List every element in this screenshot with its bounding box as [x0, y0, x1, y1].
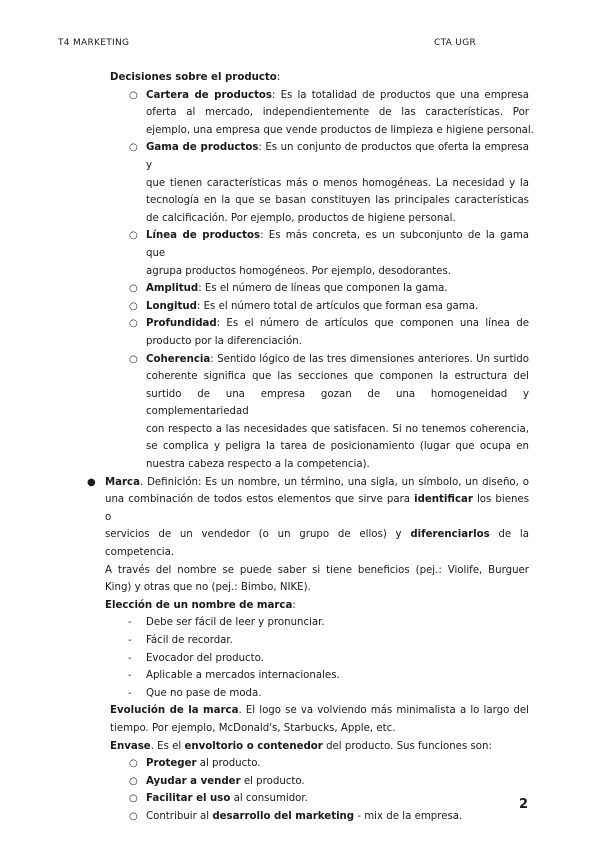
- list-item-coherencia: ○ Coherencia: Sentido lógico de las tres dimensiones anteriores. Un surtido coherente significa que las secciones que componen la estructura del surtido de una empresa gozan de una homogeneidad y complementariedad con respecto a las necesidades que satisfacen. Si no tenemos coherencia, se complica y peligra la tarea de posicionamiento (lugar que ocupa en nuestra cabeza respecto a la competencia).: [0, 351, 600, 474]
- circle-bullet-icon: ○: [129, 300, 138, 312]
- term-coherencia: Coherencia: [146, 353, 211, 365]
- term-envase: Envase: [110, 740, 151, 752]
- paragraph-evolucion: Evolución de la marca. El logo se va volviendo más minimalista a lo largo del tiempo. Por ejemplo, McDonald's, Starbucks, Apple, etc.: [110, 705, 530, 734]
- circle-bullet-icon: ○: [129, 353, 138, 365]
- term-marca: Marca: [105, 476, 140, 488]
- circle-bullet-icon: ○: [129, 810, 138, 822]
- paragraph-envase: Envase. Es el envoltorio o contenedor del producto. Sus funciones son:: [110, 740, 492, 752]
- list-item-gama: ○ Gama de productos: Es un conjunto de productos que oferta la empresa y que tienen características más o menos homogéneas. La necesidad y la tecnología en la que se basan constituyen las principales características de calcificación. Por ejemplo, productos de higiene personal.: [0, 139, 600, 227]
- circle-bullet-icon: ○: [129, 89, 138, 101]
- circle-bullet-icon: ○: [129, 793, 138, 805]
- list-item-linea: ○ Línea de productos: Es más concreta, es un subconjunto de la gama que agrupa productos homogéneos. Por ejemplo, desodorantes.: [0, 227, 600, 280]
- term-gama: Gama de productos: [146, 142, 259, 154]
- header-course: T4 MARKETING: [58, 38, 130, 48]
- header-institution: CTA UGR: [434, 38, 477, 48]
- list-item-cartera: ○ Cartera de productos: Es la totalidad de productos que una empresa oferta al mercado, independientemente de las características. Por ejemplo, una empresa que vende productos de limpieza e higiene personal.: [0, 87, 600, 140]
- circle-bullet-icon: ○: [129, 318, 138, 330]
- circle-bullet-icon: ○: [129, 283, 138, 295]
- list-item-envase: ○ Proteger al producto.: [0, 755, 600, 773]
- term-longitud: Longitud: [146, 300, 197, 312]
- list-item-envase: ○ Ayudar a vender el producto.: [0, 773, 600, 791]
- circle-bullet-icon: ○: [129, 142, 138, 154]
- list-item-eleccion: - Fácil de recordar.: [0, 632, 600, 650]
- list-item-eleccion: - Que no pase de moda.: [0, 685, 600, 703]
- dash-bullet-icon: -: [128, 652, 132, 664]
- section-title-eleccion: Elección de un nombre de marca:: [105, 599, 296, 611]
- list-item-eleccion: - Aplicable a mercados internacionales.: [0, 667, 600, 685]
- dash-bullet-icon: -: [128, 617, 132, 629]
- dash-bullet-icon: -: [128, 635, 132, 646]
- list-item-eleccion: - Debe ser fácil de leer y pronunciar.: [0, 614, 600, 632]
- list-item-envase: ○ Facilitar el uso al consumidor.: [0, 790, 600, 808]
- page-content: [0, 69, 600, 826]
- dash-bullet-icon: -: [128, 670, 132, 682]
- term-cartera: Cartera de productos: [146, 89, 272, 101]
- list-item-eleccion: - Evocador del producto.: [0, 650, 600, 668]
- circle-bullet-icon: ○: [129, 230, 138, 242]
- term-profundidad: Profundidad: [146, 318, 217, 330]
- circle-bullet-icon: ○: [129, 775, 138, 787]
- list-item-amplitud: ○ Amplitud: Es el número de líneas que componen la gama.: [0, 280, 600, 298]
- term-evolucion: Evolución de la marca: [110, 705, 239, 717]
- section-title-decisiones: Decisiones sobre el producto:: [110, 72, 281, 83]
- bullet-icon: ●: [87, 476, 96, 488]
- term-linea: Línea de productos: [146, 230, 261, 242]
- list-item-longitud: ○ Longitud: Es el número total de artículos que forman esa gama.: [0, 298, 600, 316]
- term-amplitud: Amplitud: [146, 283, 199, 295]
- list-item-envase: ○ Contribuir al desarrollo del marketing - mix de la empresa.: [0, 808, 600, 826]
- dash-bullet-icon: -: [128, 687, 132, 699]
- circle-bullet-icon: ○: [129, 758, 138, 770]
- list-item-marca: ● Marca. Definición: Es un nombre, un término, una sigla, un símbolo, un diseño, o una combinación de todos estos elementos que sirve para identificar los bienes o servicios de un vendedor (o un grupo de ellos) y diferenciarlos de la competencia. A través del nombre se puede saber si tiene beneficios (pej.: Violife, Burguer King) y otras que no (pej.: Bimbo, NIKE).: [0, 474, 600, 597]
- page-number: 2: [519, 797, 529, 812]
- list-item-profundidad: ○ Profundidad: Es el número de artículos que componen una línea de producto por la diferenciación.: [0, 315, 600, 350]
